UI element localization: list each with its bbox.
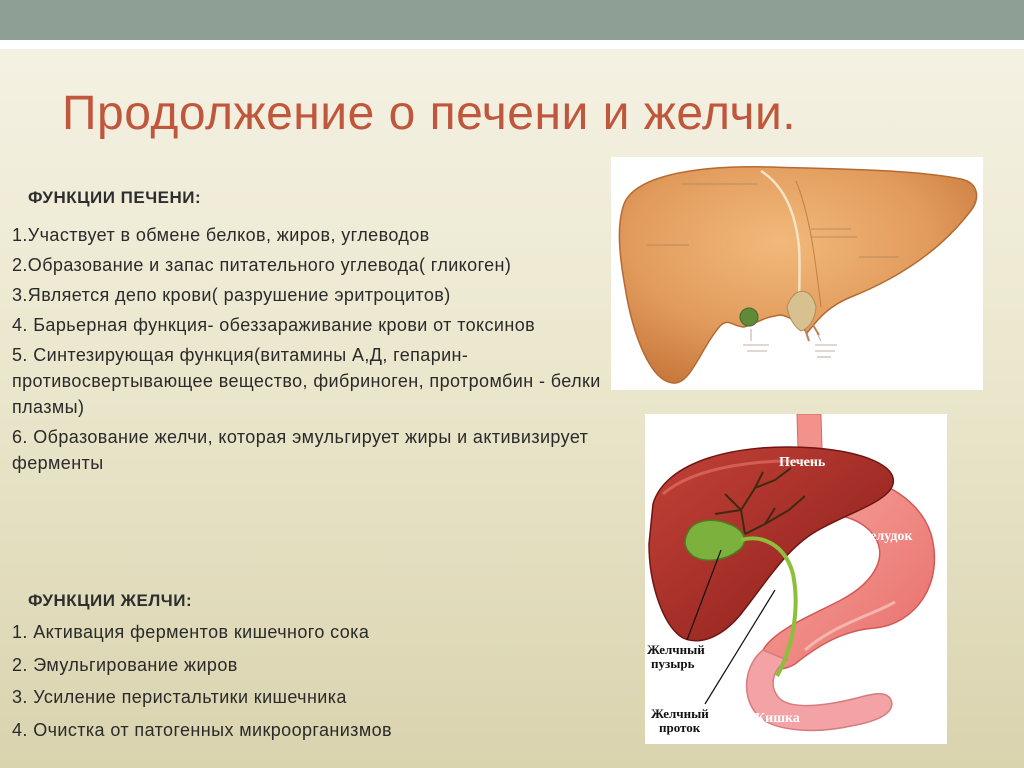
label-stomach: Желудок [857, 529, 913, 544]
label-gallbladder-2: пузырь [651, 656, 695, 671]
list-item: 6. Образование желчи, которая эмульгирует жиры и активизирует ферменты [12, 427, 589, 473]
liver-functions-list [12, 222, 602, 480]
list-item: 1. Активация ферментов кишечного сока [12, 622, 370, 642]
bile-functions-list [12, 621, 602, 751]
list-item: 3. Усиление перистальтики кишечника [12, 687, 347, 707]
label-liver: Печень [779, 455, 826, 470]
label-gallbladder-1: Желчный [647, 642, 705, 657]
liver-illustration [611, 157, 983, 390]
digestive-illustration [645, 414, 947, 744]
bile-functions-heading: ФУНКЦИИ ЖЕЛЧИ: [28, 591, 193, 610]
liver-drawing [611, 157, 983, 390]
slide-title: Продолжение о печени и желчи. [62, 87, 797, 140]
label-intestine: Кишка [755, 711, 800, 726]
list-item: 4. Очистка от патогенных микроорганизмов [12, 719, 392, 740]
list-item: 5. Синтезирующая функция(витамины А,Д, гепарин-противосвертывающее вещество, фибриноген, протромбин - белки плазмы) [12, 345, 601, 417]
list-item: 1.Участвует в обмене белков, жиров, углеводов [12, 225, 430, 245]
top-band [0, 0, 1024, 40]
list-item: 4. Барьерная функция- обеззараживание крови от токсинов [12, 315, 536, 335]
list-item: 2.Образование и запас питательного углевода( гликоген) [12, 255, 512, 275]
list-item: 3.Является депо крови( разрушение эритроцитов) [12, 285, 451, 305]
liver-shape [619, 167, 976, 383]
digestive-drawing [645, 414, 947, 744]
gallbladder-shape [740, 308, 758, 326]
label-bile-duct-2: проток [659, 720, 701, 735]
list-item: 2. Эмульгирование жиров [12, 654, 238, 675]
top-gap [0, 40, 1024, 49]
liver-functions-heading: ФУНКЦИИ ПЕЧЕНИ: [28, 188, 202, 207]
label-bile-duct-1: Желчный [651, 706, 709, 721]
